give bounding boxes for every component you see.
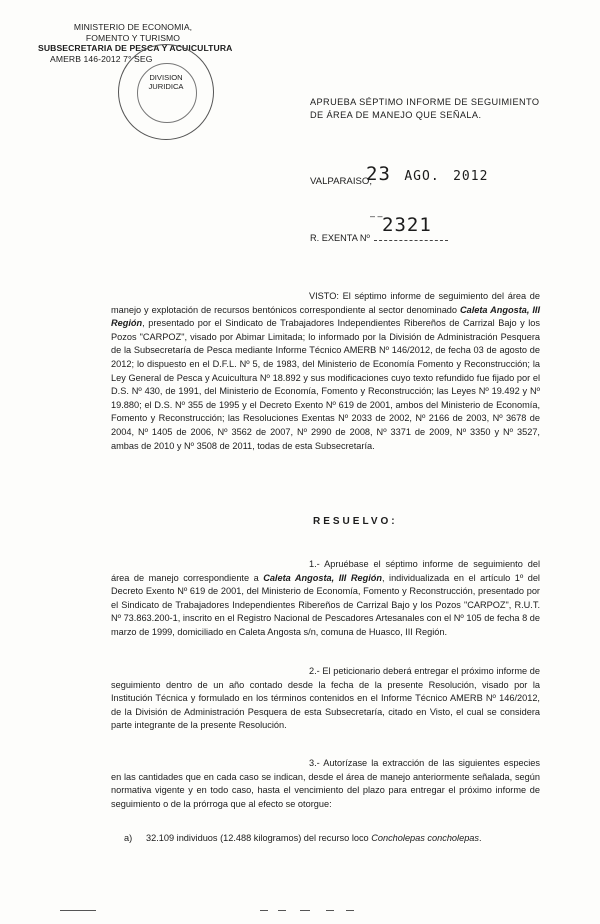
visto-paragraph: VISTO: El séptimo informe de seguimiento del área de manejo y explotación de recursos bentónicos correspondiente al sector denominado Caleta Angosta, III Región, presentado por el Sindicato de Trabajadores Independientes Ribereños de Carrizal Bajo y los Pozos "CARPOZ", visado por Abimar Limitada; lo informado por la División de Administración Pesquera de la Subsecretaría de Pesca mediante Informe Técnico AMERB Nº 146/2012, de fecha 03 de agosto de 2012; lo dispuesto en el D.F.L. Nº 5, de 1983, del Ministerio de Economía Fomento y Reconstrucción; la Ley General de Pesca y Acuicultura Nº 18.892 y sus modificaciones cuyo texto refundido fue fijado por el D.S. Nº 430, de 1991, del Ministerio de Economía, Fomento y Reconstrucción; las Leyes Nº 19.492 y Nº 19.880; el D.S. Nº 355 de 1995 y el Decreto Exento Nº 619 de 2001, ambos del Ministerio de Economía, Fomento y Reconstrucción; las Resoluciones Exentas Nº 2033 de 2002, Nº 2166 de 2003, Nº 3678 de 2004, Nº 1405 de 2006, Nº 3562 de 2007, Nº 2990 de 2008, Nº 3371 de 2009, Nº 3350 y Nº 3527, ambas de 2010 y Nº 3508 de 2011, todas de esta Subsecretaría. bbox=[111, 291, 540, 451]
letterhead-fomento: FOMENTO Y TURISMO bbox=[85, 32, 181, 43]
date-year: 2012 bbox=[453, 169, 489, 184]
resolution-label-row bbox=[310, 232, 448, 243]
footer-mark bbox=[326, 910, 334, 911]
letterhead-reference: AMERB 146-2012 7° SEG bbox=[50, 53, 153, 64]
resolution-label: R. EXENTA Nº bbox=[310, 233, 370, 243]
date-day: 23 bbox=[366, 163, 391, 185]
page-footer-marks bbox=[0, 904, 600, 918]
stamp-line-2: JURIDICA bbox=[148, 82, 184, 91]
article-1: 1.- Apruébase el séptimo informe de seguimiento del área de manejo correspondiente a Caleta Angosta, III Región, individualizada en el artículo 1º del Decreto Exento Nº 619 de 2001, del Ministerio de Economía, Fomento y Reconstrucción, presentado por el Sindicato de Trabajadores Independientes Ribereños de Carrizal Bajo y los Pozos "CARPOZ", R.U.T. Nº 73.863.200-1, inscrito en el Registro Nacional de Pescadores Artesanales con el Nº 105 de fecha 8 de marzo de 1999, domiciliado en Caleta Angosta s/n, comuna de Huasco, III Región. bbox=[111, 559, 540, 637]
letterhead-ministry: MINISTERIO DE ECONOMIA, bbox=[73, 22, 193, 32]
footer-mark bbox=[346, 910, 354, 911]
footer-mark bbox=[60, 910, 96, 911]
resolution-number-line bbox=[374, 232, 448, 241]
article-3: 3.- Autorízase la extracción de las siguientes especies en las cantidades que en cada caso se indican, desde el área de manejo anteriormente señalada, según normativa vigente y en todo caso, hasta el vencimiento del plazo para entregar el próximo informe de seguimiento o de la prórroga que al efecto se otorgue: bbox=[111, 758, 540, 809]
footer-mark bbox=[278, 910, 286, 911]
handwritten-date bbox=[366, 163, 488, 185]
stamp-text bbox=[119, 73, 213, 91]
item-a-text: 32.109 individuos (12.488 kilogramos) del recurso loco Concholepas concholepas. bbox=[146, 833, 482, 843]
item-a bbox=[124, 833, 482, 843]
resolution-number: 2321 bbox=[382, 214, 432, 236]
stamp-inner-ring bbox=[137, 63, 197, 123]
number-marks: – – bbox=[370, 211, 383, 221]
resuelvo-heading: RESUELVO: bbox=[313, 516, 398, 527]
place-label: VALPARAISO, bbox=[310, 176, 373, 187]
document-title: APRUEBA SÉPTIMO INFORME DE SEGUIMIENTO DE ÁREA DE MANEJO QUE SEÑALA. bbox=[310, 97, 540, 120]
stamp-line-1: DIVISION bbox=[149, 73, 183, 82]
footer-mark bbox=[260, 910, 268, 911]
letterhead-subsecretaria: SUBSECRETARIA DE PESCA Y ACUICULTURA bbox=[38, 43, 233, 53]
date-month: AGO. bbox=[404, 169, 440, 184]
footer-mark bbox=[300, 910, 310, 911]
article-2: 2.- El peticionario deberá entregar el próximo informe de seguimiento dentro de un año contado desde la fecha de la presente Resolución, visado por la Institución Técnica y formulado en los términos contenidos en el Informe Técnico AMERB Nº 146/2012, de la División de Administración Pesquera de esta Subsecretaría, citado en Visto, el cual se considera parte integrante de la presente Resolución. bbox=[111, 666, 540, 731]
division-juridica-stamp bbox=[118, 44, 214, 140]
item-a-label: a) bbox=[124, 833, 133, 843]
